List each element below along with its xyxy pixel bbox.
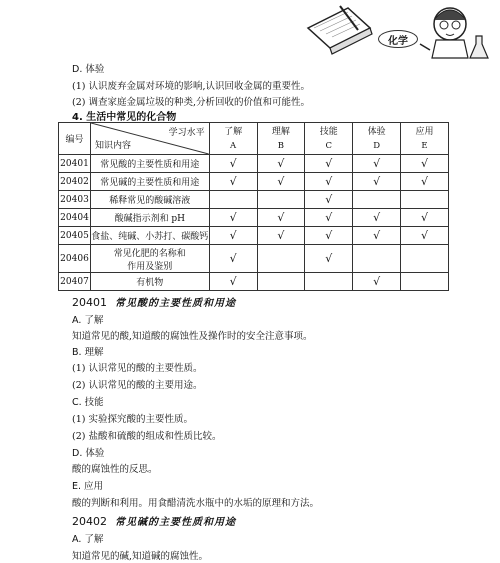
table-row (59, 273, 449, 291)
paragraph: 酸的判断和利用。用食醋清洗水瓶中的水垢的原理和方法。 (72, 498, 320, 509)
check-cell (401, 273, 449, 291)
compound-table (58, 122, 449, 291)
check-cell (209, 209, 257, 227)
row-code: 20403 (59, 191, 91, 209)
diagonal-header-cell (90, 123, 209, 155)
topic-heading (72, 296, 236, 311)
table-row (59, 245, 449, 273)
topic-title: 常见酸的主要性质和用途 (115, 298, 236, 309)
check-cell (209, 191, 257, 209)
check-cell (305, 173, 353, 191)
check-mark-icon: √ (229, 275, 237, 288)
table-row (59, 155, 449, 173)
topic-code: 20402 (72, 515, 107, 528)
row-content: 酸碱指示剂和 pH (90, 209, 209, 227)
check-mark-icon: √ (421, 175, 429, 188)
row-content: 食盐、纯碱、小苏打、碳酸钙 (90, 227, 209, 245)
paragraph: 知道常见的酸,知道酸的腐蚀性及操作时的安全注意事项。 (72, 331, 313, 342)
check-mark-icon: √ (373, 175, 381, 188)
diagonal-header-top: 学习水平 (168, 128, 205, 138)
section-title: 4. 生活中常见的化合物 (72, 112, 177, 123)
check-mark-icon: √ (373, 157, 381, 170)
row-code: 20401 (59, 155, 91, 173)
column-header-level: 应用 E (401, 123, 449, 155)
check-mark-icon: √ (277, 211, 285, 224)
list-item: (1) 认识常见的酸的主要性质。 (72, 363, 203, 374)
check-cell (305, 227, 353, 245)
check-cell (401, 245, 449, 273)
subject-badge: 化学 (378, 30, 418, 48)
check-cell (353, 191, 401, 209)
check-cell (305, 209, 353, 227)
check-cell (209, 227, 257, 245)
check-mark-icon: √ (325, 252, 333, 265)
level-heading: C. 技能 (72, 397, 104, 408)
level-heading: A. 了解 (72, 315, 104, 326)
check-mark-icon: √ (277, 229, 285, 242)
level-heading: D. 体验 (72, 448, 105, 459)
column-header-code: 编号 (59, 123, 91, 155)
diagonal-header-bottom: 知识内容 (94, 141, 131, 151)
row-content: 有机物 (90, 273, 209, 291)
check-mark-icon: √ (229, 211, 237, 224)
table-row (59, 209, 449, 227)
table-row (59, 173, 449, 191)
check-cell (401, 173, 449, 191)
list-item: (1) 认识废弃金属对环境的影响,认识回收金属的重要性。 (72, 81, 310, 92)
check-cell (257, 173, 305, 191)
row-content-line: 常见化肥的名称和 (113, 248, 186, 259)
check-mark-icon: √ (325, 229, 333, 242)
list-item: (2) 认识常见的酸的主要用途。 (72, 380, 203, 391)
row-code: 20407 (59, 273, 91, 291)
check-mark-icon: √ (325, 211, 333, 224)
check-mark-icon: √ (421, 157, 429, 170)
level-heading: A. 了解 (72, 534, 104, 545)
check-cell (257, 191, 305, 209)
check-cell (257, 155, 305, 173)
check-cell (353, 173, 401, 191)
row-content: 常见酸的主要性质和用途 (90, 155, 209, 173)
column-header-level: 技能 C (305, 123, 353, 155)
check-cell (257, 273, 305, 291)
section-heading: D. 体验 (72, 64, 105, 75)
check-cell (209, 155, 257, 173)
check-cell (305, 191, 353, 209)
check-cell (257, 245, 305, 273)
check-cell (257, 227, 305, 245)
topic-code: 20401 (72, 296, 107, 309)
check-cell (401, 227, 449, 245)
check-cell (353, 227, 401, 245)
check-mark-icon: √ (277, 157, 285, 170)
check-mark-icon: √ (373, 229, 381, 242)
check-mark-icon: √ (421, 229, 429, 242)
check-mark-icon: √ (421, 211, 429, 224)
list-item: (2) 调查家庭金属垃圾的种类,分析回收的价值和可能性。 (72, 97, 310, 108)
check-cell (401, 155, 449, 173)
check-cell (353, 273, 401, 291)
check-mark-icon: √ (229, 175, 237, 188)
level-heading: B. 理解 (72, 347, 104, 358)
check-cell (305, 245, 353, 273)
check-mark-icon: √ (229, 252, 237, 265)
check-cell (353, 155, 401, 173)
table-header-row (59, 123, 449, 155)
check-cell (209, 173, 257, 191)
check-cell (257, 209, 305, 227)
check-mark-icon: √ (325, 193, 333, 206)
row-code: 20405 (59, 227, 91, 245)
check-cell (209, 245, 257, 273)
row-content (90, 245, 209, 273)
paragraph: 知道常见的碱,知道碱的腐蚀性。 (72, 551, 209, 562)
paragraph: 酸的腐蚀性的反思。 (72, 464, 158, 475)
check-mark-icon: √ (373, 275, 381, 288)
check-cell (305, 155, 353, 173)
row-content: 常见碱的主要性质和用途 (90, 173, 209, 191)
table-row (59, 227, 449, 245)
row-code: 20402 (59, 173, 91, 191)
check-cell (353, 209, 401, 227)
check-mark-icon: √ (325, 157, 333, 170)
check-mark-icon: √ (229, 229, 237, 242)
level-heading: E. 应用 (72, 481, 104, 492)
check-cell (305, 273, 353, 291)
column-header-level: 了解 A (209, 123, 257, 155)
row-code: 20406 (59, 245, 91, 273)
check-cell (401, 209, 449, 227)
table-row (59, 191, 449, 209)
check-cell (353, 245, 401, 273)
check-cell (401, 191, 449, 209)
topic-title: 常见碱的主要性质和用途 (115, 517, 236, 528)
check-mark-icon: √ (229, 157, 237, 170)
row-content-line: 作用及鉴别 (127, 261, 173, 272)
column-header-level: 理解 B (257, 123, 305, 155)
check-mark-icon: √ (373, 211, 381, 224)
list-item: (2) 盐酸和硫酸的组成和性质比较。 (72, 431, 222, 442)
row-content: 稀释常见的酸碱溶液 (90, 191, 209, 209)
list-item: (1) 实验探究酸的主要性质。 (72, 414, 193, 425)
check-mark-icon: √ (325, 175, 333, 188)
topic-heading (72, 515, 236, 530)
column-header-level: 体验 D (353, 123, 401, 155)
row-code: 20404 (59, 209, 91, 227)
check-cell (209, 273, 257, 291)
check-mark-icon: √ (277, 175, 285, 188)
